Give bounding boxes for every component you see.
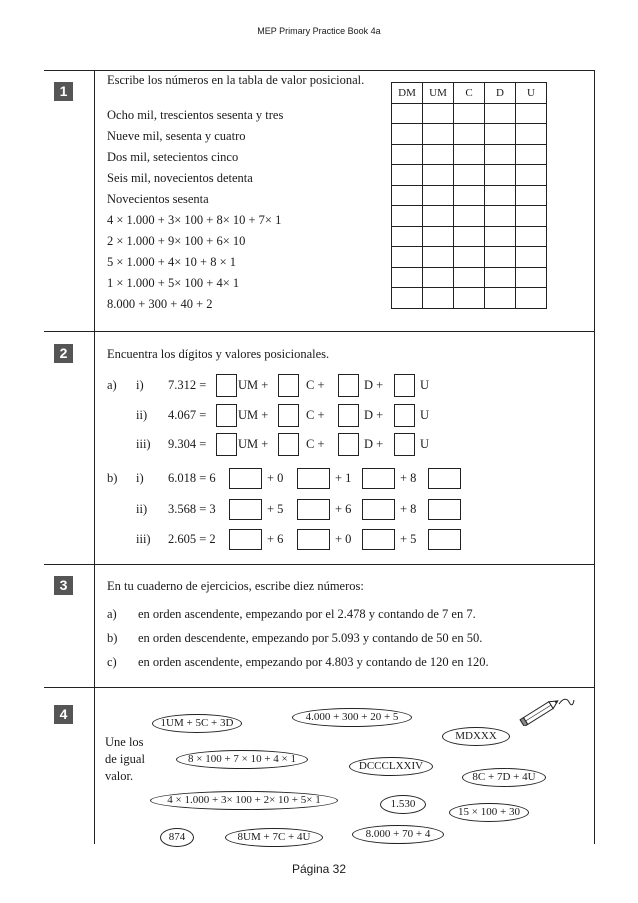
- match-oval[interactable]: 1.530: [380, 795, 426, 814]
- unit-label: U: [420, 408, 430, 422]
- digit-label: + 6: [335, 502, 352, 516]
- table-cell[interactable]: [516, 247, 547, 268]
- match-oval[interactable]: 4.000 + 300 + 20 + 5: [292, 708, 412, 727]
- table-cell[interactable]: [392, 267, 423, 288]
- ex3-item: en orden descendente, empezando por 5.093 y contando de 50 en 50.: [138, 631, 483, 645]
- digit-label: + 8: [400, 502, 417, 516]
- table-cell[interactable]: [454, 124, 485, 145]
- ex1-item: Novecientos sesenta: [107, 192, 209, 206]
- match-oval[interactable]: 8 × 100 + 7 × 10 + 4 × 1: [176, 750, 308, 769]
- column-header: UM: [423, 83, 454, 104]
- ex3-instruction: En tu cuaderno de ejercicios, escribe diez números:: [107, 579, 364, 593]
- table-cell[interactable]: [485, 288, 516, 309]
- table-cell[interactable]: [454, 206, 485, 227]
- expression: 9.304 =: [168, 437, 207, 451]
- table-cell[interactable]: [392, 206, 423, 227]
- table-cell[interactable]: [423, 206, 454, 227]
- column-header: U: [516, 83, 547, 104]
- ex3-label: b): [107, 631, 118, 645]
- unit-label: C +: [306, 378, 325, 392]
- expression: 4.067 =: [168, 408, 207, 422]
- roman-label: i): [136, 378, 144, 392]
- ex3-item: en orden ascendente, empezando por 4.803 y contando de 120 en 120.: [138, 655, 489, 669]
- answer-box[interactable]: [338, 404, 359, 427]
- exercise-number-3: 3: [54, 576, 73, 595]
- answer-box[interactable]: [278, 433, 299, 456]
- table-cell[interactable]: [454, 226, 485, 247]
- table-cell[interactable]: [485, 103, 516, 124]
- table-cell[interactable]: [423, 103, 454, 124]
- match-oval[interactable]: 1UM + 5C + 3D: [152, 714, 242, 733]
- table-cell[interactable]: [392, 124, 423, 145]
- match-oval[interactable]: MDXXX: [442, 727, 510, 746]
- page-footer: Página 32: [291, 862, 347, 876]
- table-cell[interactable]: [392, 247, 423, 268]
- match-oval[interactable]: 8.000 + 70 + 4: [352, 825, 444, 844]
- page-header: MEP Primary Practice Book 4a: [257, 26, 381, 36]
- answer-box[interactable]: [362, 468, 395, 489]
- table-cell[interactable]: [516, 226, 547, 247]
- place-value-table: [391, 82, 547, 309]
- roman-label: ii): [136, 408, 148, 422]
- column-header: C: [454, 83, 485, 104]
- answer-box[interactable]: [216, 404, 237, 427]
- table-cell[interactable]: [516, 185, 547, 206]
- unit-label: U: [420, 378, 430, 392]
- table-cell[interactable]: [485, 247, 516, 268]
- table-cell[interactable]: [485, 206, 516, 227]
- table-cell[interactable]: [392, 103, 423, 124]
- ex4-instruction: Une los: [105, 735, 144, 749]
- unit-label: U: [420, 437, 430, 451]
- table-cell[interactable]: [516, 144, 547, 165]
- answer-box[interactable]: [297, 468, 330, 489]
- table-cell[interactable]: [392, 185, 423, 206]
- roman-label: ii): [136, 502, 148, 516]
- table-cell[interactable]: [485, 226, 516, 247]
- answer-box[interactable]: [229, 468, 262, 489]
- table-cell[interactable]: [516, 267, 547, 288]
- ex3-label: a): [107, 607, 117, 621]
- table-cell[interactable]: [485, 165, 516, 186]
- table-cell[interactable]: [454, 144, 485, 165]
- match-oval[interactable]: 874: [160, 828, 194, 847]
- answer-box[interactable]: [362, 499, 395, 520]
- table-cell[interactable]: [423, 144, 454, 165]
- roman-label: iii): [136, 532, 151, 546]
- ex1-item: Ocho mil, trescientos sesenta y tres: [107, 108, 284, 122]
- table-cell[interactable]: [485, 124, 516, 145]
- top-rule: [44, 70, 594, 71]
- part-b-label: b): [107, 471, 118, 485]
- table-cell[interactable]: [516, 288, 547, 309]
- answer-box[interactable]: [394, 404, 415, 427]
- table-cell[interactable]: [423, 124, 454, 145]
- ex1-instruction: Escribe los números en la tabla de valor posicional.: [107, 73, 365, 87]
- answer-box[interactable]: [216, 374, 237, 397]
- ex1-item: 1 × 1.000 + 5× 100 + 4× 1: [107, 276, 240, 290]
- ex1-item: 8.000 + 300 + 40 + 2: [107, 297, 213, 311]
- answer-box[interactable]: [362, 529, 395, 550]
- table-cell[interactable]: [392, 144, 423, 165]
- digit-label: + 0: [267, 471, 284, 485]
- exercise-number-4: 4: [54, 705, 73, 724]
- ex3-label: c): [107, 655, 117, 669]
- expression: 7.312 =: [168, 378, 207, 392]
- answer-box[interactable]: [297, 529, 330, 550]
- table-cell[interactable]: [485, 144, 516, 165]
- expression: 6.018 = 6: [168, 471, 216, 485]
- table-cell[interactable]: [423, 288, 454, 309]
- unit-label: C +: [306, 408, 325, 422]
- answer-box[interactable]: [338, 374, 359, 397]
- digit-label: + 0: [335, 532, 352, 546]
- table-cell[interactable]: [423, 226, 454, 247]
- answer-box[interactable]: [297, 499, 330, 520]
- table-cell[interactable]: [454, 185, 485, 206]
- ex1-item: 2 × 1.000 + 9× 100 + 6× 10: [107, 234, 246, 248]
- answer-box[interactable]: [428, 468, 461, 489]
- answer-box[interactable]: [394, 374, 415, 397]
- ex1-item: Seis mil, novecientos detenta: [107, 171, 253, 185]
- expression: 3.568 = 3: [168, 502, 216, 516]
- table-cell[interactable]: [485, 267, 516, 288]
- ex2-instruction: Encuentra los dígitos y valores posicionales.: [107, 347, 330, 361]
- pencil-icon: [515, 694, 575, 726]
- table-cell[interactable]: [392, 165, 423, 186]
- match-oval[interactable]: 8UM + 7C + 4U: [225, 828, 323, 847]
- ex1-item: 5 × 1.000 + 4× 10 + 8 × 1: [107, 255, 236, 269]
- section-divider: [44, 331, 594, 332]
- answer-box[interactable]: [428, 499, 461, 520]
- table-cell[interactable]: [392, 226, 423, 247]
- column-header: DM: [392, 83, 423, 104]
- table-cell[interactable]: [516, 103, 547, 124]
- expression: 2.605 = 2: [168, 532, 216, 546]
- table-cell[interactable]: [485, 185, 516, 206]
- answer-box[interactable]: [278, 404, 299, 427]
- answer-box[interactable]: [428, 529, 461, 550]
- match-oval[interactable]: 15 × 100 + 30: [449, 803, 529, 822]
- exercise-number-2: 2: [54, 344, 73, 363]
- ex4-instruction: de igual: [105, 752, 145, 766]
- unit-label: D +: [364, 437, 384, 451]
- ex1-item: Nueve mil, sesenta y cuatro: [107, 129, 246, 143]
- match-oval[interactable]: 8C + 7D + 4U: [462, 768, 546, 787]
- table-cell[interactable]: [423, 165, 454, 186]
- table-cell[interactable]: [423, 185, 454, 206]
- answer-box[interactable]: [394, 433, 415, 456]
- roman-label: iii): [136, 437, 151, 451]
- match-oval[interactable]: 4 × 1.000 + 3× 100 + 2× 10 + 5× 1: [150, 791, 338, 810]
- unit-label: UM +: [238, 378, 269, 392]
- table-cell[interactable]: [516, 124, 547, 145]
- table-cell[interactable]: [516, 165, 547, 186]
- digit-label: + 5: [400, 532, 417, 546]
- ex1-item: 4 × 1.000 + 3× 100 + 8× 10 + 7× 1: [107, 213, 282, 227]
- left-margin-rule: [94, 70, 95, 844]
- answer-box[interactable]: [216, 433, 237, 456]
- unit-label: UM +: [238, 408, 269, 422]
- table-cell[interactable]: [454, 247, 485, 268]
- exercise-number-1: 1: [54, 82, 73, 101]
- table-cell[interactable]: [392, 288, 423, 309]
- digit-label: + 6: [267, 532, 284, 546]
- table-cell[interactable]: [516, 206, 547, 227]
- ex3-item: en orden ascendente, empezando por el 2.478 y contando de 7 en 7.: [138, 607, 476, 621]
- answer-box[interactable]: [229, 529, 262, 550]
- part-a-label: a): [107, 378, 117, 392]
- table-cell[interactable]: [454, 103, 485, 124]
- table-cell[interactable]: [454, 288, 485, 309]
- table-cell[interactable]: [423, 247, 454, 268]
- table-cell[interactable]: [454, 165, 485, 186]
- digit-label: + 5: [267, 502, 284, 516]
- section-divider: [44, 564, 594, 565]
- unit-label: UM +: [238, 437, 269, 451]
- unit-label: C +: [306, 437, 325, 451]
- section-divider: [44, 687, 594, 688]
- table-cell[interactable]: [454, 267, 485, 288]
- answer-box[interactable]: [229, 499, 262, 520]
- digit-label: + 8: [400, 471, 417, 485]
- roman-label: i): [136, 471, 144, 485]
- digit-label: + 1: [335, 471, 352, 485]
- answer-box[interactable]: [278, 374, 299, 397]
- ex4-instruction: valor.: [105, 769, 134, 783]
- unit-label: D +: [364, 408, 384, 422]
- column-header: D: [485, 83, 516, 104]
- ex1-item: Dos mil, setecientos cinco: [107, 150, 239, 164]
- unit-label: D +: [364, 378, 384, 392]
- right-margin-rule: [594, 70, 595, 844]
- table-cell[interactable]: [423, 267, 454, 288]
- answer-box[interactable]: [338, 433, 359, 456]
- match-oval[interactable]: DCCCLXXIV: [349, 757, 433, 776]
